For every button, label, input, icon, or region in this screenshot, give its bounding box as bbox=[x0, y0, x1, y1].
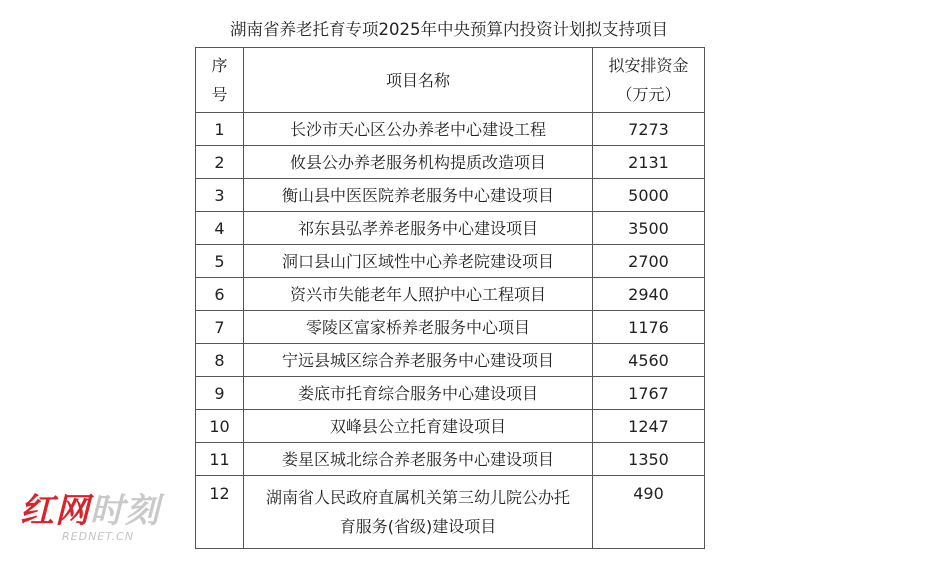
rednet-logo-grey: 时刻 bbox=[90, 491, 160, 531]
row-amount: 2131 bbox=[593, 146, 705, 179]
table-row bbox=[196, 410, 705, 443]
table-row bbox=[196, 146, 705, 179]
row-name-line1: 湖南省人民政府直属机关第三幼儿院公办托 bbox=[265, 488, 570, 507]
rednet-logo-red: 红网 bbox=[20, 491, 90, 531]
row-name: 宁远县城区综合养老服务中心建设项目 bbox=[244, 344, 593, 377]
table-row bbox=[196, 278, 705, 311]
header-name: 项目名称 bbox=[244, 48, 593, 113]
row-name: 娄星区城北综合养老服务中心建设项目 bbox=[244, 443, 593, 476]
row-index: 10 bbox=[196, 410, 244, 443]
row-index: 2 bbox=[196, 146, 244, 179]
row-amount: 2700 bbox=[593, 245, 705, 278]
row-name: 双峰县公立托育建设项目 bbox=[244, 410, 593, 443]
row-amount: 2940 bbox=[593, 278, 705, 311]
table-row bbox=[196, 179, 705, 212]
row-index: 7 bbox=[196, 311, 244, 344]
table-row bbox=[196, 245, 705, 278]
row-index: 5 bbox=[196, 245, 244, 278]
rednet-logo bbox=[20, 492, 160, 530]
header-index-line1: 序 bbox=[211, 56, 228, 75]
row-name: 攸县公办养老服务机构提质改造项目 bbox=[244, 146, 593, 179]
row-amount: 5000 bbox=[593, 179, 705, 212]
row-amount: 4560 bbox=[593, 344, 705, 377]
header-amount-line1: 拟安排资金 bbox=[608, 56, 689, 75]
table-row bbox=[196, 377, 705, 410]
row-name: 零陵区富家桥养老服务中心项目 bbox=[244, 311, 593, 344]
table-header-row bbox=[196, 48, 705, 113]
row-name: 资兴市失能老年人照护中心工程项目 bbox=[244, 278, 593, 311]
row-name-line2: 育服务(省级)建设项目 bbox=[339, 517, 497, 536]
row-index: 12 bbox=[196, 476, 244, 549]
header-amount bbox=[593, 48, 705, 113]
header-amount-line2: （万元） bbox=[616, 85, 681, 104]
table-row bbox=[196, 476, 705, 549]
row-index: 6 bbox=[196, 278, 244, 311]
row-amount: 3500 bbox=[593, 212, 705, 245]
row-name: 祁东县弘孝养老服务中心建设项目 bbox=[244, 212, 593, 245]
row-index: 11 bbox=[196, 443, 244, 476]
row-name: 洞口县山门区域性中心养老院建设项目 bbox=[244, 245, 593, 278]
row-amount: 1176 bbox=[593, 311, 705, 344]
row-index: 9 bbox=[196, 377, 244, 410]
row-name bbox=[244, 476, 593, 549]
table-row bbox=[196, 344, 705, 377]
table-row bbox=[196, 113, 705, 146]
row-amount: 7273 bbox=[593, 113, 705, 146]
projects-table bbox=[195, 47, 705, 549]
row-name: 衡山县中医医院养老服务中心建设项目 bbox=[244, 179, 593, 212]
row-amount: 1767 bbox=[593, 377, 705, 410]
rednet-url: REDNET.CN bbox=[62, 530, 135, 543]
row-index: 8 bbox=[196, 344, 244, 377]
table-row bbox=[196, 212, 705, 245]
row-index: 3 bbox=[196, 179, 244, 212]
rednet-watermark bbox=[20, 492, 180, 552]
row-amount: 490 bbox=[593, 476, 705, 549]
page-title: 湖南省养老托育专项2025年中央预算内投资计划拟支持项目 bbox=[230, 20, 668, 39]
header-index-line2: 号 bbox=[211, 85, 228, 104]
row-amount: 1350 bbox=[593, 443, 705, 476]
row-name: 娄底市托育综合服务中心建设项目 bbox=[244, 377, 593, 410]
table-row bbox=[196, 443, 705, 476]
row-index: 1 bbox=[196, 113, 244, 146]
row-amount: 1247 bbox=[593, 410, 705, 443]
table-row bbox=[196, 311, 705, 344]
header-index bbox=[196, 48, 244, 113]
row-index: 4 bbox=[196, 212, 244, 245]
row-name: 长沙市天心区公办养老中心建设工程 bbox=[244, 113, 593, 146]
